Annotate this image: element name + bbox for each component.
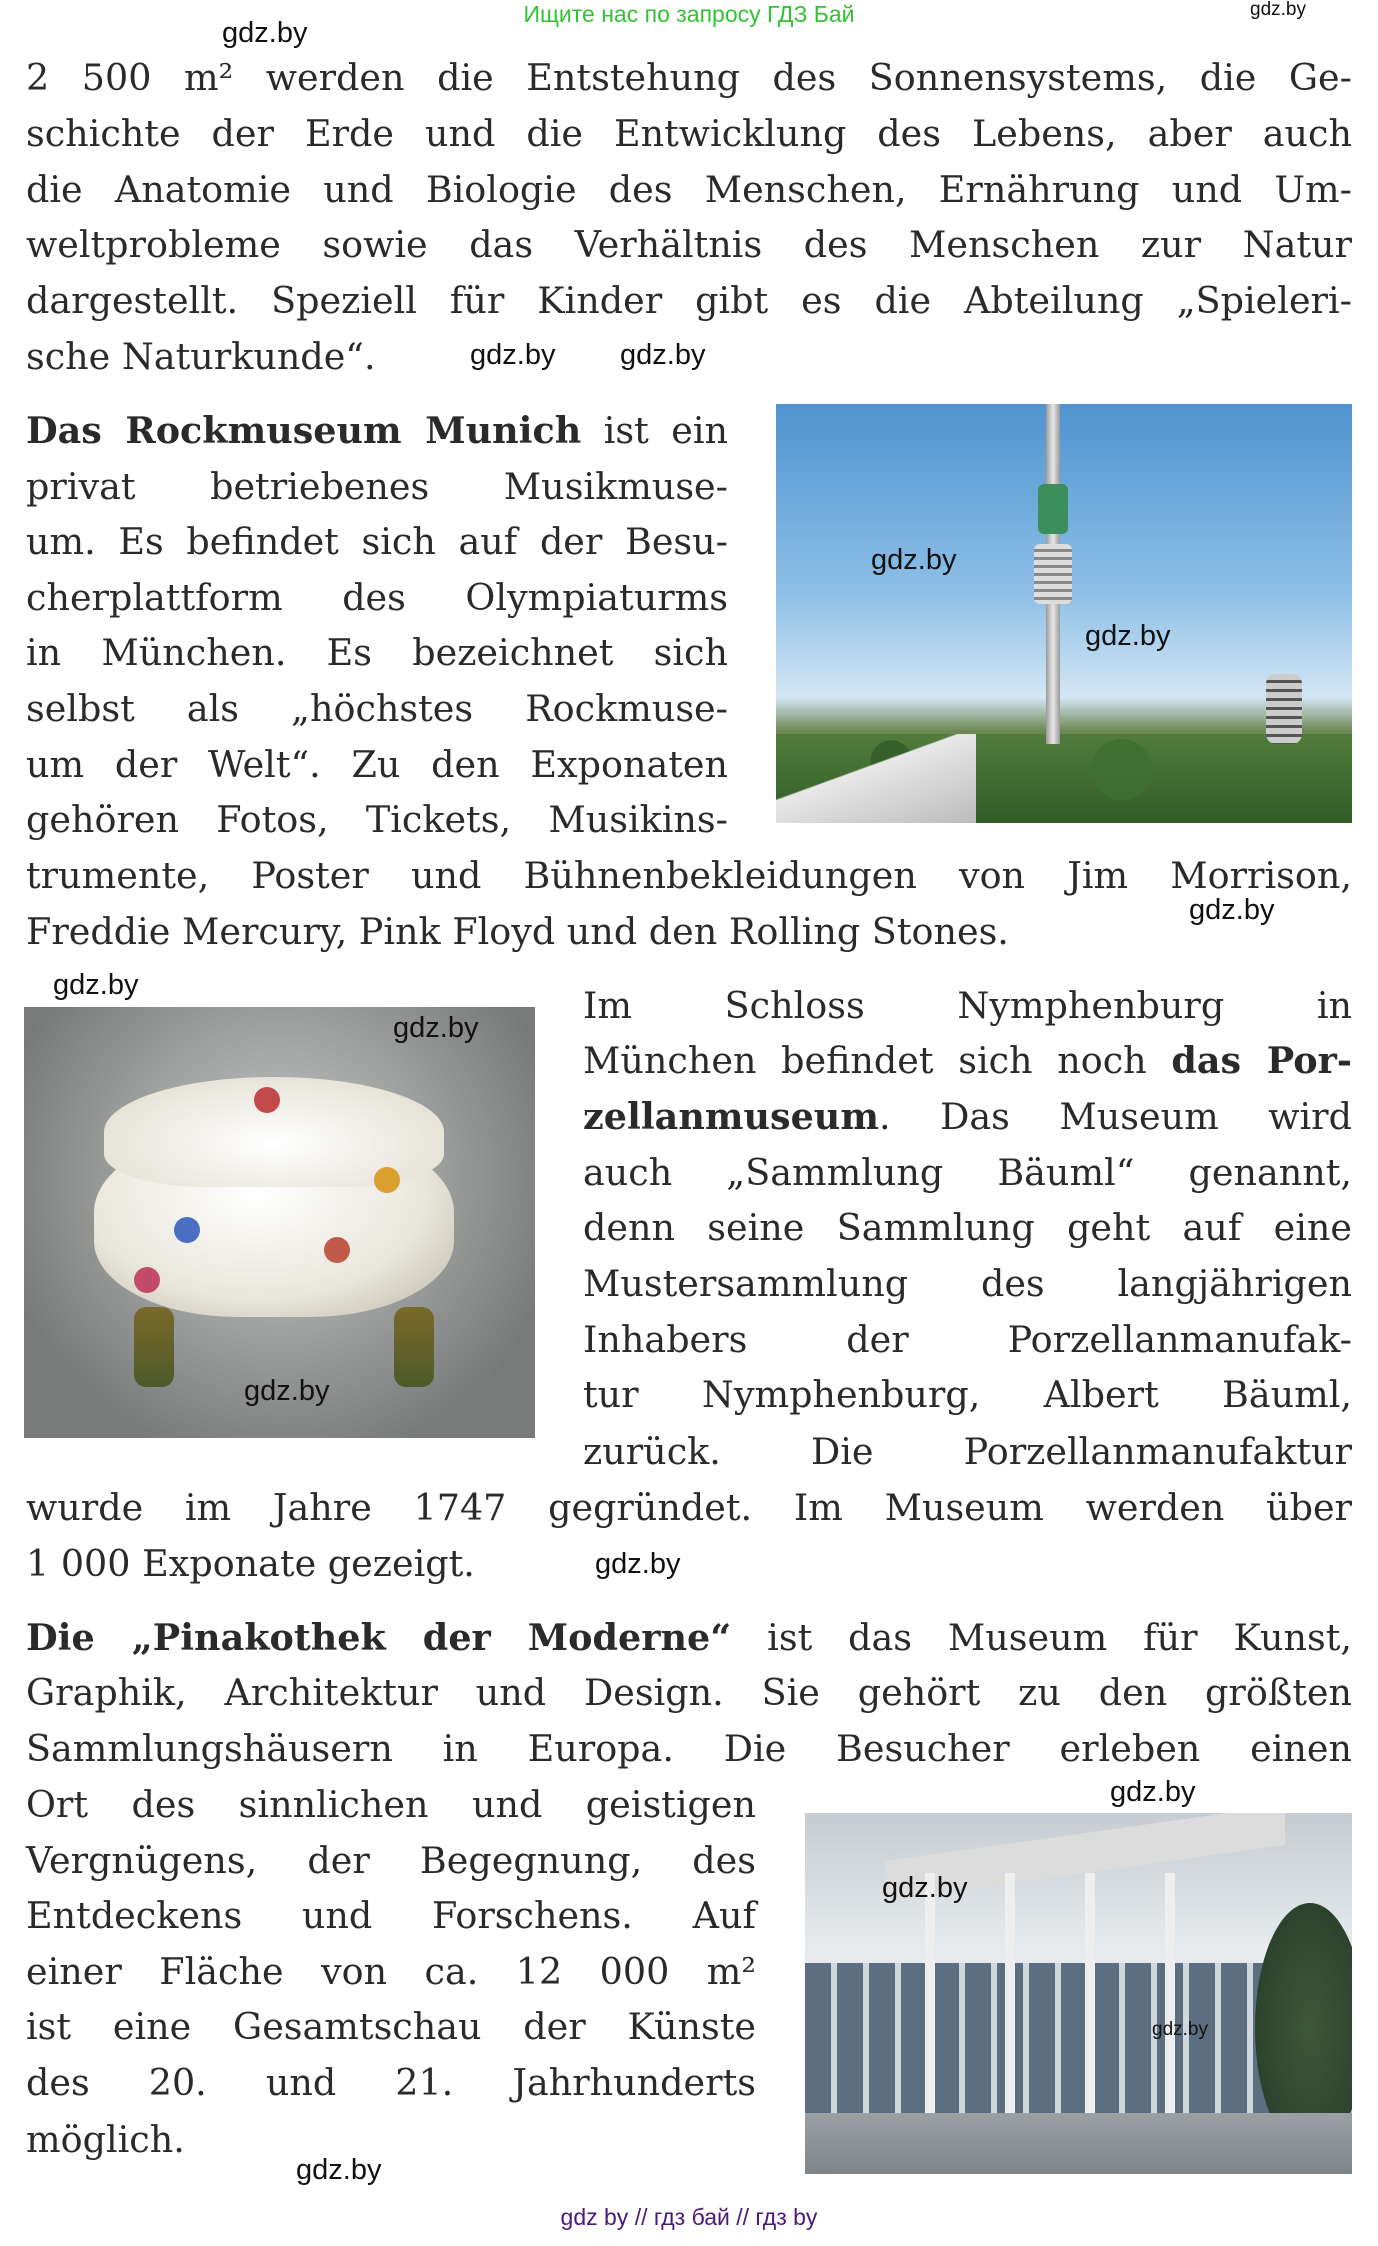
text-line — [26, 2061, 756, 2105]
olympic-tower-photo — [776, 404, 1352, 823]
text-line — [26, 465, 728, 509]
text-line — [583, 1206, 1352, 1250]
text-line — [26, 1727, 1352, 1771]
text-line — [26, 520, 728, 564]
bold-term: Die „Pinakothek der Moderne“ — [26, 1616, 732, 1659]
watermark: gdz.by — [470, 339, 556, 371]
watermark: gdz.by — [1250, 0, 1306, 20]
pinakothek-building-photo — [805, 1813, 1352, 2174]
text-segment: auch „Sammlung Bäuml“ genannt, — [583, 1151, 1352, 1194]
bold-term: zellanmuseum — [583, 1095, 879, 1138]
watermark: gdz.by — [1085, 620, 1171, 652]
text-line — [583, 1262, 1352, 1306]
text-line — [583, 1318, 1352, 1362]
text-segment: 2 500 m² werden die Entstehung des Sonnensystems, die Ge- — [26, 56, 1352, 99]
text-line — [26, 2005, 756, 2049]
watermark: gdz.by — [244, 1375, 330, 1407]
text-segment: tur Nymphenburg, Albert Bäuml, — [583, 1373, 1352, 1416]
text-segment: Sammlungshäusern in Europa. Die Besucher erleben einen — [26, 1727, 1352, 1770]
text-line — [26, 1616, 1352, 1660]
text-line — [26, 1950, 756, 1994]
watermark: gdz.by — [296, 2154, 382, 2186]
text-line — [26, 1894, 756, 1938]
porcelain-tureen-photo — [24, 1007, 535, 1438]
text-line — [26, 1542, 475, 1586]
bold-term: das Por- — [1171, 1039, 1353, 1082]
text-segment: denn seine Sammlung geht auf eine — [583, 1206, 1352, 1249]
text-line — [583, 1430, 1352, 1474]
text-line — [26, 1486, 1352, 1530]
text-segment: einer Fläche von ca. 12 000 m² — [26, 1950, 756, 1993]
text-line — [26, 112, 1352, 156]
text-segment: dargestellt. Speziell für Kinder gibt es die Abteilung „Spieleri- — [26, 279, 1352, 322]
watermark: gdz.by — [222, 17, 308, 49]
text-line — [26, 56, 1352, 100]
watermark: gdz.by — [393, 1012, 479, 1044]
text-line — [26, 1783, 756, 1827]
text-segment: in München. Es bezeichnet sich — [26, 631, 728, 674]
text-segment: um der Welt“. Zu den Exponaten — [26, 743, 728, 786]
text-segment: Graphik, Architektur und Design. Sie gehört zu den größten — [26, 1671, 1352, 1714]
text-line — [26, 409, 728, 453]
watermark: gdz.by — [1152, 2019, 1208, 2040]
text-segment: Entdeckens und Forschens. Auf — [26, 1894, 756, 1937]
text-segment: selbst als „höchstes Rockmuse- — [26, 687, 728, 730]
text-segment: ist eine Gesamtschau der Künste — [26, 2005, 756, 2048]
watermark: gdz.by — [871, 544, 957, 576]
text-line — [26, 798, 728, 842]
text-segment: München befindet sich noch — [583, 1039, 1172, 1082]
text-line — [26, 576, 728, 620]
text-segment: gehören Fotos, Tickets, Musikins- — [26, 798, 728, 841]
text-line — [583, 1373, 1352, 1417]
text-line — [26, 743, 728, 787]
watermark: gdz.by — [620, 339, 706, 371]
text-line — [26, 1839, 756, 1883]
text-segment: Mustersammlung des langjährigen — [583, 1262, 1352, 1305]
watermark: gdz.by — [1110, 1776, 1196, 1808]
text-line — [26, 854, 1352, 898]
watermark: gdz.by — [595, 1548, 681, 1580]
text-segment: cherplattform des Olympiaturms — [26, 576, 728, 619]
text-segment: trumente, Poster und Bühnenbekleidungen von Jim Morrison, — [26, 854, 1352, 897]
watermark: gdz.by — [53, 969, 139, 1001]
watermark: gdz.by — [1189, 894, 1275, 926]
text-segment: des 20. und 21. Jahrhunderts — [26, 2061, 756, 2104]
text-segment: Ort des sinnlichen und geistigen — [26, 1783, 756, 1826]
text-line — [26, 910, 1009, 954]
watermark: gdz.by — [882, 1872, 968, 1904]
text-line — [26, 279, 1352, 323]
text-line — [26, 223, 1352, 267]
text-line — [26, 1671, 1352, 1715]
text-segment: ist das Museum für Kunst, — [731, 1616, 1352, 1659]
text-segment: ist ein — [581, 409, 728, 452]
text-line — [26, 631, 728, 675]
text-segment: weltprobleme sowie das Verhältnis des Menschen zur Natur — [26, 223, 1352, 266]
text-segment: die Anatomie und Biologie des Menschen, Ernährung und Um- — [26, 168, 1352, 211]
text-segment: schichte der Erde und die Entwicklung des Lebens, aber auch — [26, 112, 1352, 155]
text-line — [583, 984, 1352, 1028]
text-segment: zurück. Die Porzellanmanufaktur — [583, 1430, 1352, 1473]
text-segment: Im Schloss Nymphenburg in — [583, 984, 1352, 1027]
text-line — [583, 1095, 1352, 1139]
text-segment: Vergnügens, der Begegnung, des — [26, 1839, 756, 1882]
text-segment: Inhabers der Porzellanmanufak- — [583, 1318, 1352, 1361]
bold-term: Das Rockmuseum Munich — [26, 409, 582, 452]
text-line — [26, 168, 1352, 212]
text-line — [26, 2118, 185, 2162]
text-segment: wurde im Jahre 1747 gegründet. Im Museum werden über — [26, 1486, 1352, 1529]
text-segment: sche Naturkunde“. — [26, 335, 376, 378]
text-line — [26, 687, 728, 731]
text-segment: um. Es befindet sich auf der Besu- — [26, 520, 728, 563]
text-segment: Freddie Mercury, Pink Floyd und den Rolling Stones. — [26, 910, 1009, 953]
text-segment: 1 000 Exponate gezeigt. — [26, 1542, 475, 1585]
search-banner[interactable]: Ищите нас по запросу ГДЗ Бай — [523, 1, 855, 27]
text-line — [583, 1039, 1352, 1083]
text-segment: . Das Museum wird — [878, 1095, 1352, 1138]
text-line — [583, 1151, 1352, 1195]
text-line — [26, 335, 376, 379]
text-segment: möglich. — [26, 2118, 185, 2161]
footer-links[interactable]: gdz by // гдз бай // гдз by — [560, 2204, 818, 2230]
text-segment: privat betriebenes Musikmuse- — [26, 465, 728, 508]
